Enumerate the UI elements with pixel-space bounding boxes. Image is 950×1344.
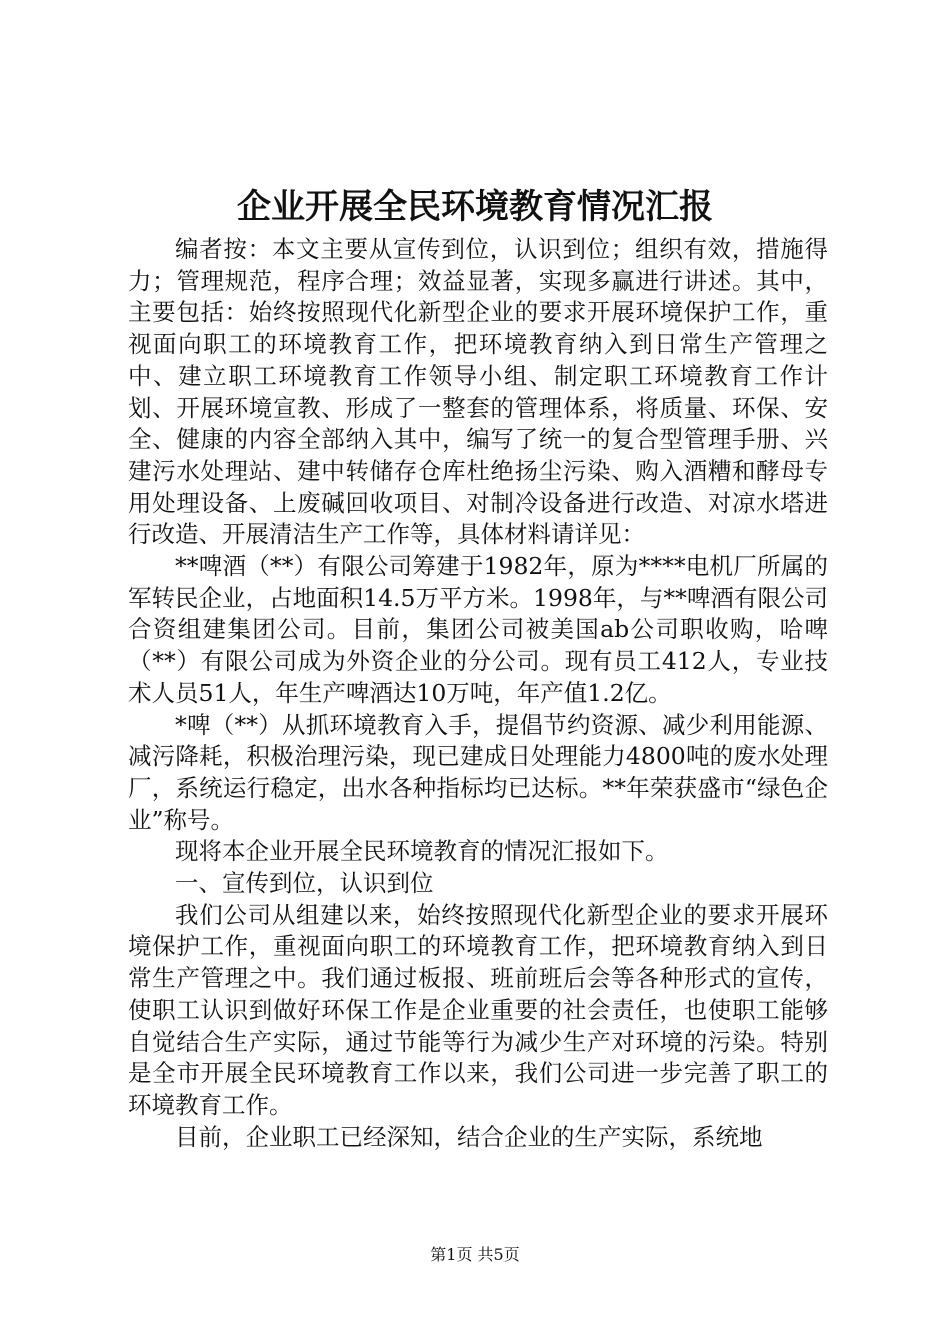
page-footer: 第1页 共5页: [430, 1245, 520, 1264]
paragraph-report-intro: 现将本企业开展全民环境教育的情况汇报如下。: [175, 837, 669, 866]
paragraph-section-1-continued: 目前，企业职工已经深知，结合企业的生产实际，系统地: [175, 1122, 763, 1151]
paragraph-editor-note: 编者按：本文主要从宣传到位，认识到位；组织有效，措施得力；管理规范，程序合理；效益显著，实现多赢进行讲述。其中，主要包括：始终按照现代化新型企业的要求开展环境保护工作，重视面向职工的环境教育工作，把环境教育纳入到日常生产管理之中、建立职工环境教育工作领导小组、制定职工环境教育工作计划、开展环境宣教、形成了一整套的管理体系，将质量、环保、安全、健康的内容全部纳入其中，编写了统一的复合型管理手册、兴建污水处理站、建中转储存仓库杜绝扬尘污染、购入酒糟和酵母专用处理设备、上废碱回收项目、对制冷设备进行改造、对凉水塔进行改造、开展清洁生产工作等，具体材料请详见：: [128, 235, 828, 549]
section-heading-1: 一、宣传到位，认识到位: [175, 869, 434, 898]
paragraph-section-1-body: 我们公司从组建以来，始终按照现代化新型企业的要求开展环境保护工作，重视面向职工的环境教育工作，把环境教育纳入到日常生产管理之中。我们通过板报、班前班后会等各种形式的宣传，使职工认识到做好环保工作是企业重要的社会责任，也使职工能够自觉结合生产实际，通过节能等行为减少生产对环境的污染。特别是全市开展全民环境教育工作以来，我们公司进一步完善了职工的环境教育工作。: [128, 900, 828, 1119]
paragraph-environment-achievements: *啤（**）从抓环境教育入手，提倡节约资源、减少利用能源、减污降耗，积极治理污染，现已建成日处理能力4800吨的废水处理厂，系统运行稳定，出水各种指标均已达标。**年荣获盛市“绿色企业”称号。: [128, 710, 828, 834]
document-title: 企业开展全民环境教育情况汇报: [237, 187, 713, 227]
document-body: [128, 234, 828, 1153]
paragraph-company-intro: **啤酒（**）有限公司筹建于1982年，原为****电机厂所属的军转民企业，占地面积14.5万平方米。1998年，与**啤酒有限公司合资组建集团公司。目前，集团公司被美国ab公司职收购，哈啤（**）有限公司成为外资企业的分公司。现有员工412人，专业技术人员51人，年生产啤酒达10万吨，年产值1.2亿。: [128, 552, 828, 707]
